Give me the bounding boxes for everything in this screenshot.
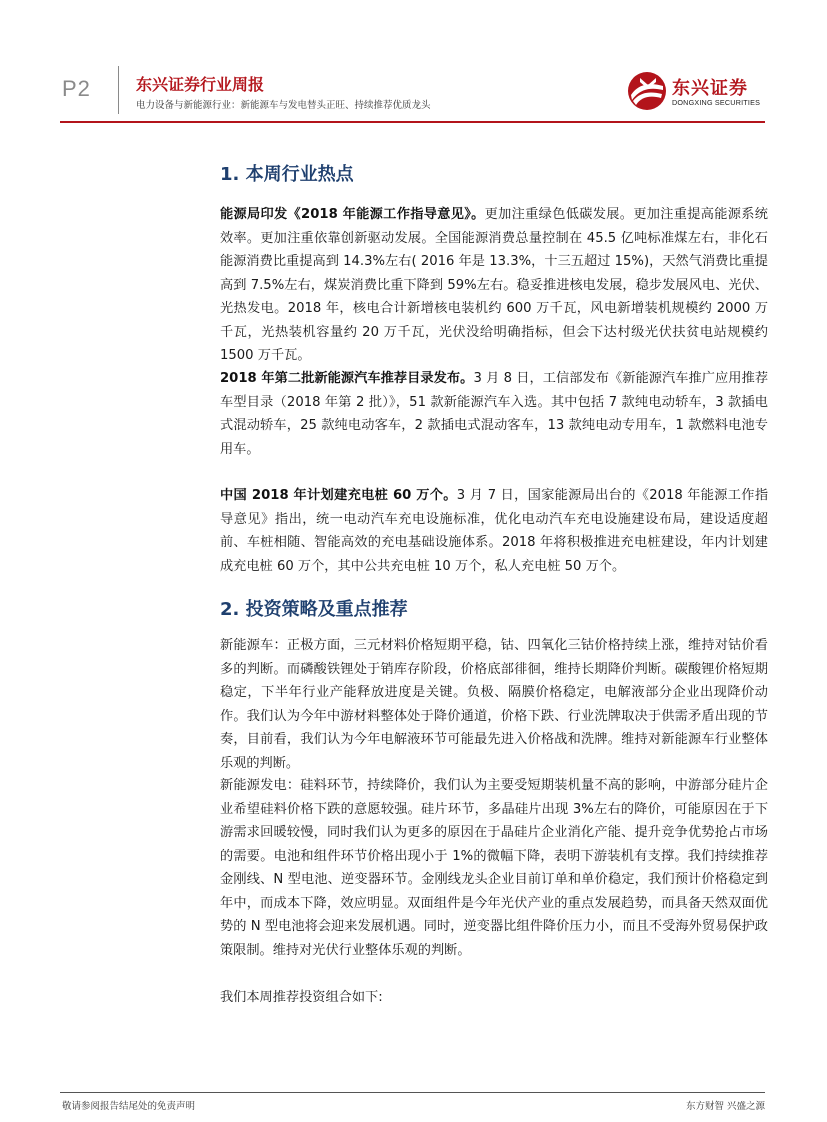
- company-logo: [626, 70, 766, 114]
- paragraph-power-strategy: [220, 774, 768, 962]
- paragraph-body: 3 月 7 日，国家能源局出台的《2018 年能源工作指导意见》指出，统一电动汽车充电设施标准，优化电动汽车充电设施建设布局，建设适度超前、车桩相随、智能高效的充电基础设施体系。2018 年将积极推进充电桩建设，年内计划建成充电桩 60 万个，其中公共充电桩 10 万个，私人充电桩 50 万个。: [220, 488, 769, 574]
- paragraph-body: 新能源车：正极方面，三元材料价格短期平稳，钴、四氧化三钴价格持续上涨，维持对钴价看多的判断。而磷酸铁锂处于销库存阶段，价格底部徘徊，维持长期降价判断。碳酸锂价格短期稳定，下半年行业产能释放进度是关键。负极、隔膜价格稳定，电解液部分企业出现降价动作。我们认为今年中游材料整体处于降价通道，价格下跌、行业洗牌取决于供需矛盾出现的节奏，目前看，我们认为今年电解液环节可能最先进入价格战和洗牌。维持对新能源车行业整体乐观的判断。: [220, 638, 768, 771]
- paragraph-charging-piles: [220, 484, 768, 578]
- page-number: P2: [62, 76, 91, 101]
- paragraph-lead: 能源局印发《2018 年能源工作指导意见》。: [220, 207, 485, 222]
- paragraph-body: 新能源发电：硅料环节，持续降价，我们认为主要受短期装机量不高的影响，中游部分硅片企业希望硅料价格下跌的意愿较强。硅片环节，多晶硅片出现 3%左右的降价，可能原因在于下游需求回暖较慢，同时我们认为更多的原因在于晶硅片企业消化产能、提升竞争优势抢占市场的需要。电池和组件环节价格出现小于 1%的微幅下降，表明下游装机有支撑。我们持续推荐金刚线、N 型电池、逆变器环节。金刚线龙头企业目前订单和单价稳定，我们预计价格稳定到年中，而成本下降，效应明显。双面组件是今年光伏产业的重点发展趋势，而具备天然双面优势的 N 型电池将会迎来发展机遇。同时，逆变器比组件降价压力小，而且不受海外贸易保护政策限制。维持对光伏行业整体乐观的判断。: [220, 778, 768, 958]
- section-heading-1: 1. 本周行业热点: [220, 164, 354, 185]
- section-heading-2: 2. 投资策略及重点推荐: [220, 599, 408, 620]
- paragraph-nev-strategy: [220, 634, 768, 775]
- paragraph-body: 3 月 8 日，工信部发布《新能源汽车推广应用推荐车型目录（2018 年第 2 批）》，51 款新能源汽车入选。其中包括 7 款纯电动轿车，3 款插电式混动轿车，25 款纯电动客车，2 款插电式混动客车，13 款纯电动专用车，1 款燃料电池专用车。: [220, 371, 769, 457]
- footer-disclaimer: 敬请参阅报告结尾处的免责声明: [62, 1101, 196, 1112]
- paragraph-nev-catalog: [220, 367, 768, 461]
- logo-mark-icon: [626, 70, 668, 112]
- logo-english-text: DONGXING SECURITIES: [672, 98, 761, 107]
- header-rule: [60, 121, 765, 123]
- paragraph-lead: 2018 年第二批新能源汽车推荐目录发布。: [220, 371, 474, 386]
- header-divider: [118, 66, 119, 114]
- paragraph-energy-guidance: [220, 203, 768, 368]
- footer-slogan: 东方财智 兴盛之源: [685, 1101, 765, 1112]
- paragraph-portfolio-intro: [220, 986, 768, 1010]
- paragraph-lead: 中国 2018 年计划建充电桩 60 万个。: [220, 488, 457, 503]
- footer-rule: [60, 1092, 765, 1093]
- report-title: 东兴证券行业周报: [136, 75, 265, 94]
- report-subtitle: 电力设备与新能源行业：新能源车与发电替头正旺、持续推荐优质龙头: [136, 100, 431, 111]
- paragraph-body: 我们本周推荐投资组合如下:: [220, 990, 383, 1005]
- paragraph-body: 更加注重绿色低碳发展。更加注重提高能源系统效率。更加注重依靠创新驱动发展。全国能源消费总量控制在 45.5 亿吨标准煤左右，非化石能源消费比重提高到 14.3%左右( 2016 年是 13.3%，十三五超过 15%)，天然气消费比重提高到 7.5%左右，煤炭消费比重下降到 59%左右。稳妥推进核电发展，稳步发展风电、光伏、光热发电。2018 年，核电合计新增核电装机约 600 万千瓦，风电新增装机规模约 2000 万千瓦，光热装机容量约 20 万千瓦，光伏没给明确指标，但会下达村级光伏扶贫电站规模约 1500 万千瓦。: [220, 207, 768, 363]
- logo-chinese-text: 东兴证券: [672, 78, 748, 99]
